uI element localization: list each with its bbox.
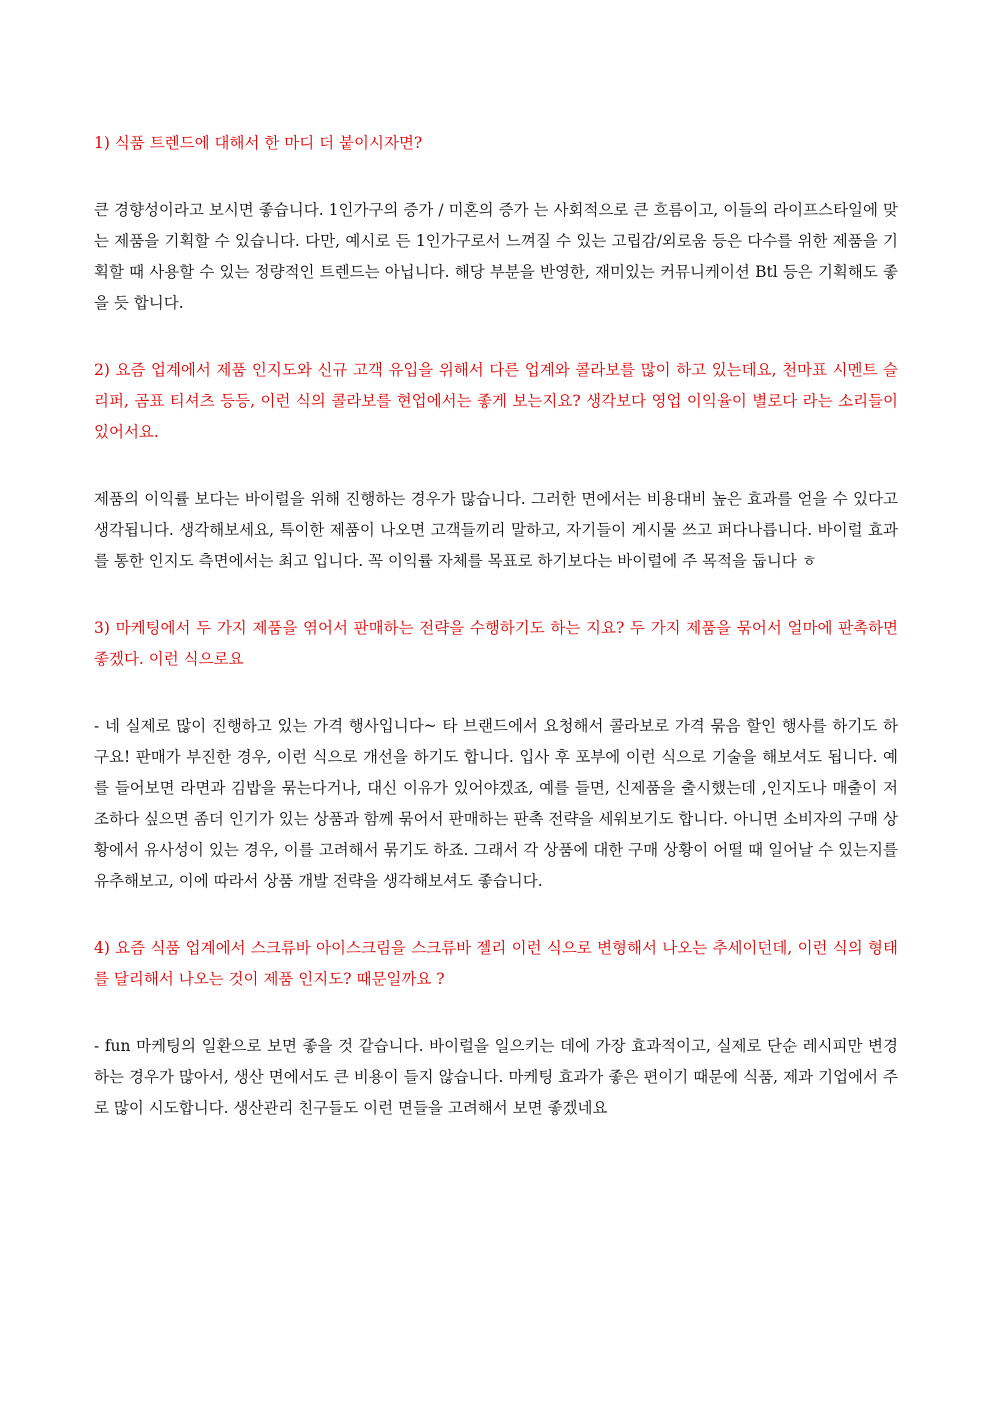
answer-4: - fun 마케팅의 일환으로 보면 좋을 것 같습니다. 바이럴을 일으키는 데에 가장 효과적이고, 실제로 단순 레시피만 변경하는 경우가 많아서, 생산 면에서도 큰 비용이 들지 않습니다. 마케팅 효과가 좋은 편이기 때문에 식품, 제과 기업에서 주로 많이 시도합니다. 생산관리 친구들도 이런 면들을 고려해서 보면 좋겠네요 (94, 1037, 898, 1117)
question-4: 4) 요즘 식품 업계에서 스크류바 아이스크림을 스크류바 젤리 이런 식으로 변형해서 나오는 추세이던데, 이런 식의 형태를 달리해서 나오는 것이 제품 인지도? 때문일까요 ? (94, 939, 898, 988)
question-2: 2) 요즘 업계에서 제품 인지도와 신규 고객 유입을 위해서 다른 업계와 콜라보를 많이 하고 있는데요, 천마표 시멘트 슬리퍼, 곰표 티셔츠 등등, 이런 식의 콜라보를 현업에서는 좋게 보는지요? 생각보다 영업 이익율이 별로다 라는 소리들이 있어서요. (94, 361, 898, 441)
answer-3: - 네 실제로 많이 진행하고 있는 가격 행사입니다~ 타 브랜드에서 요청해서 콜라보로 가격 묶음 할인 행사를 하기도 하구요! 판매가 부진한 경우, 이런 식으로 개선을 하기도 합니다. 입사 후 포부에 이런 식으로 기술을 해보셔도 됩니다. 예를 들어보면 라면과 김밥을 묶는다거나, 대신 이유가 있어야겠죠, 예를 들면, 신제품을 출시했는데 ,인지도나 매출이 저조하다 싶으면 좀더 인기가 있는 상품과 함께 묶어서 판매하는 판촉 전략을 세워보기도 합니다. 아니면 소비자의 구매 상황에서 유사성이 있는 경우, 이를 고려해서 묶기도 하죠. 그래서 각 상품에 대한 구매 상황이 어떨 때 일어날 수 있는지를 유추해보고, 이에 따라서 상품 개발 전략을 생각해보셔도 좋습니다. (94, 717, 898, 890)
question-3: 3) 마케팅에서 두 가지 제품을 엮어서 판매하는 전략을 수행하기도 하는 지요? 두 가지 제품을 묶어서 얼마에 판촉하면 좋겠다. 이런 식으로요 (94, 619, 898, 668)
document-body (94, 128, 898, 1124)
answer-1: 큰 경향성이라고 보시면 좋습니다. 1인가구의 증가 / 미혼의 증가 는 사회적으로 큰 흐름이고, 이들의 라이프스타일에 맞는 제품을 기획할 수 있습니다. 다만, 예시로 든 1인가구로서 느껴질 수 있는 고립감/외로움 등은 다수를 위한 제품을 기획할 때 사용할 수 있는 정량적인 트렌드는 아닙니다. 해당 부분을 반영한, 재미있는 커뮤니케이션 Btl 등은 기획해도 좋을 듯 합니다. (94, 201, 898, 312)
answer-2: 제품의 이익률 보다는 바이럴을 위해 진행하는 경우가 많습니다. 그러한 면에서는 비용대비 높은 효과를 얻을 수 있다고 생각됩니다. 생각해보세요, 특이한 제품이 나오면 고객들끼리 말하고, 자기들이 게시물 쓰고 퍼다나릅니다. 바이럴 효과를 통한 인지도 측면에서는 최고 입니다. 꼭 이익률 자체를 목표로 하기보다는 바이럴에 주 목적을 둡니다 ㅎ (94, 490, 898, 570)
question-1: 1) 식품 트렌드에 대해서 한 마디 더 붙이시자면? (94, 134, 423, 152)
